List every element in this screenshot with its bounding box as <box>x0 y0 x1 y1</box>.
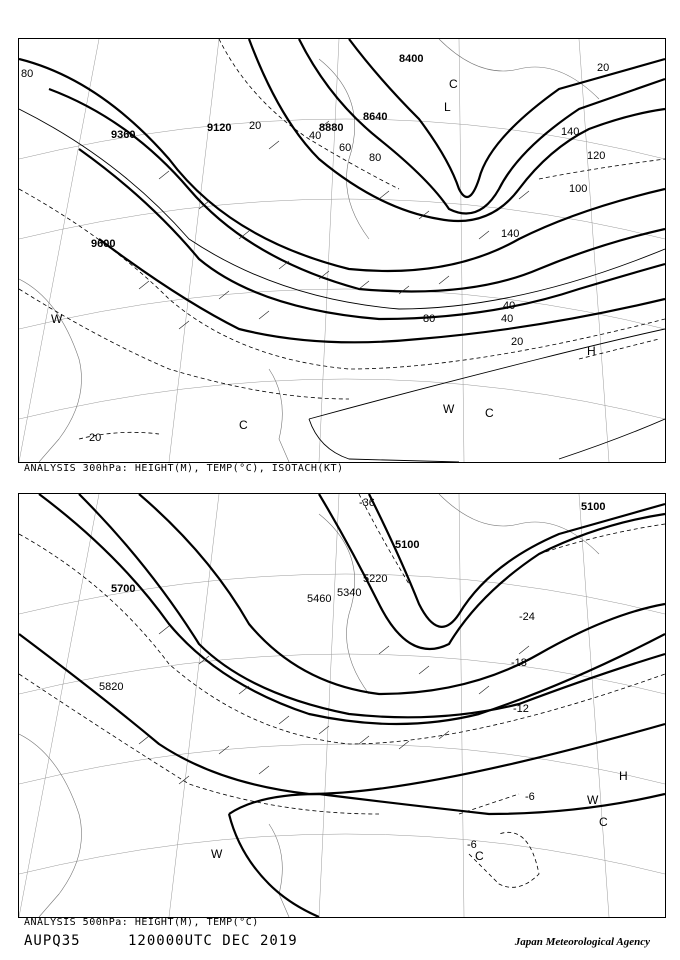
isotach-label: 40 <box>309 130 322 142</box>
analysis-300hpa-chart <box>18 38 666 463</box>
agency-name: Japan Meteorological Agency <box>514 936 650 948</box>
temp-label: -18 <box>511 657 527 669</box>
height-label-9600: 9600 <box>91 238 116 250</box>
isotach-label: 20 <box>597 62 610 74</box>
temp-label: -24 <box>519 611 535 623</box>
cold-center-mark: C <box>485 406 494 420</box>
isotach-label: 20 <box>511 336 524 348</box>
warm-center-mark: W <box>51 312 63 326</box>
chart-500hpa-svg <box>19 494 665 917</box>
warm-center-mark: W <box>587 793 599 807</box>
height-label-9120: 9120 <box>207 122 232 134</box>
isotach-contours-300 <box>19 109 665 462</box>
cold-center-mark: C <box>599 815 608 829</box>
valid-time: 120000UTC DEC 2019 <box>128 933 298 949</box>
height-label-5820: 5820 <box>99 681 124 693</box>
station-plots-500 <box>139 626 529 784</box>
cold-center-mark: C <box>475 849 484 863</box>
height-label-5220: 5220 <box>363 573 388 585</box>
high-center-mark: H <box>619 769 628 783</box>
isotach-label: 40 <box>501 313 514 325</box>
isotach-label: 140 <box>501 228 520 240</box>
isotach-label: 80 <box>21 68 34 80</box>
low-center-mark: L <box>444 100 451 114</box>
height-label-8640: 8640 <box>363 111 388 123</box>
station-plots-300 <box>139 121 529 329</box>
isotach-label: 140 <box>561 126 580 138</box>
isotach-label: 20 <box>249 120 262 132</box>
temp-label: -12 <box>513 703 529 715</box>
height-label-5100: 5100 <box>581 501 606 513</box>
chart-code: AUPQ35 <box>24 933 81 949</box>
temp-label: -36 <box>359 497 375 509</box>
height-label-8880: 8880 <box>319 122 344 134</box>
height-label-8400: 8400 <box>399 53 424 65</box>
height-label-5100: 5100 <box>395 539 420 551</box>
warm-center-mark: W <box>211 847 223 861</box>
caption-500hpa: ANALYSIS 500hPa: HEIGHT(M), TEMP(°C) <box>24 917 259 928</box>
isotach-label: 40 <box>503 300 516 312</box>
isotach-label: 120 <box>587 150 606 162</box>
cold-center-mark: C <box>449 77 458 91</box>
analysis-500hpa-chart <box>18 493 666 918</box>
height-label-5460: 5460 <box>307 593 332 605</box>
high-center-mark: H <box>587 344 596 358</box>
temp-label: -6 <box>467 839 477 851</box>
isotach-label: 20 <box>89 432 102 444</box>
coastline-300 <box>19 39 599 462</box>
isotach-label: 60 <box>339 142 352 154</box>
warm-center-mark: W <box>443 402 455 416</box>
chart-300hpa-svg <box>19 39 665 462</box>
height-label-5340: 5340 <box>337 587 362 599</box>
temp-label: -6 <box>525 791 535 803</box>
caption-300hpa: ANALYSIS 300hPa: HEIGHT(M), TEMP(°C), ISOTACH(KT) <box>24 463 344 474</box>
height-label-5700: 5700 <box>111 583 136 595</box>
isotach-label: 100 <box>569 183 588 195</box>
height-label-9360: 9360 <box>111 129 136 141</box>
isotach-label: 80 <box>423 313 436 325</box>
isotach-label: 80 <box>369 152 382 164</box>
cold-center-mark: C <box>239 418 248 432</box>
